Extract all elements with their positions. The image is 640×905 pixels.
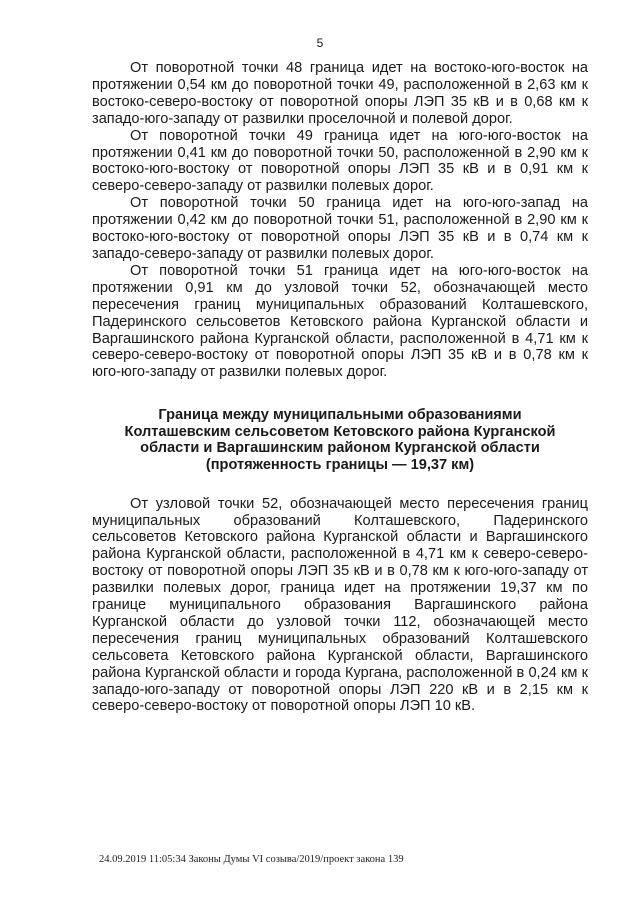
paragraph-point-48: От поворотной точки 48 граница идет на востоко-юго-восток на протяжении 0,54 км до поворотной точки 49, расположенной в 2,63 км к востоко-северо-востоку от поворотной опоры ЛЭП 35 кВ и в 0,68 км к западо-юго-западу от развилки проселочной и полевой дорог. xyxy=(92,60,588,127)
document-footer: 24.09.2019 11:05:34 Законы Думы VI созыва/2019/проект закона 139 xyxy=(99,854,404,865)
section-heading-line: области и Варгашинским районом Курганской области xyxy=(140,440,540,457)
section-heading-line: Граница между муниципальными образованиями xyxy=(158,407,522,424)
document-body xyxy=(92,60,588,715)
section-heading-line: Колташевским сельсоветом Кетовского района Курганской xyxy=(124,423,556,440)
paragraph-point-50: От поворотной точки 50 граница идет на юго-юго-запад на протяжении 0,42 км до поворотной точки 51, расположенной в 2,90 км к востоко-юго-востоку от поворотной опоры ЛЭП 35 кВ и в 0,74 км к западо-северо-западу от развилки полевых дорог. xyxy=(92,195,588,262)
paragraph-point-49: От поворотной точки 49 граница идет на юго-юго-восток на протяжении 0,41 км до поворотной точки 50, расположенной в 2,90 км к востоко-юго-востоку от поворотной опоры ЛЭП 35 кВ и в 0,91 км к северо-северо-западу от развилки полевых дорог. xyxy=(92,127,588,195)
page-number: 5 xyxy=(316,36,324,50)
section-heading xyxy=(92,407,588,473)
section-heading-length: (протяженность границы — 19,37 км) xyxy=(205,457,475,473)
paragraph-point-51: От поворотной точки 51 граница идет на юго-юго-восток на протяжении 0,91 км до узловой точки 52, обозначающей место пересечения границ муниципальных образований Колташевского, Падеринского сельсоветов Кетовского района Курганской области и Варгашинского района Курганской области, расположенной в 4,71 км к северо-северо-востоку от поворотной опоры ЛЭП 35 кВ и в 0,78 км к юго-юго-западу от развилки полевых дорог. xyxy=(92,262,588,381)
section-paragraph: От узловой точки 52, обозначающей место пересечения границ муниципальных образований Колташевского, Падеринского сельсоветов Кетовского района Курганской области и Варгашинского района Курганской области, расположенной в 4,71 км к северо-северо-востоку от поворотной опоры ЛЭП 35 кВ и в 0,78 км к юго-юго-западу от развилки полевых дорог, граница идет на протяжении 19,37 км по границе муниципального образования Варгашинского района Курганской области до узловой точки 112, обозначающей место пересечения границ муниципальных образований Колташевского сельсовета Кетовского района Курганской области, Варгашинского района Курганской области и города Кургана, расположенной в 0,24 км к западо-юго-западу от поворотной опоры ЛЭП 220 кВ и в 2,15 км к северо-северо-востоку от поворотной опоры ЛЭП 10 кВ. xyxy=(92,495,588,715)
